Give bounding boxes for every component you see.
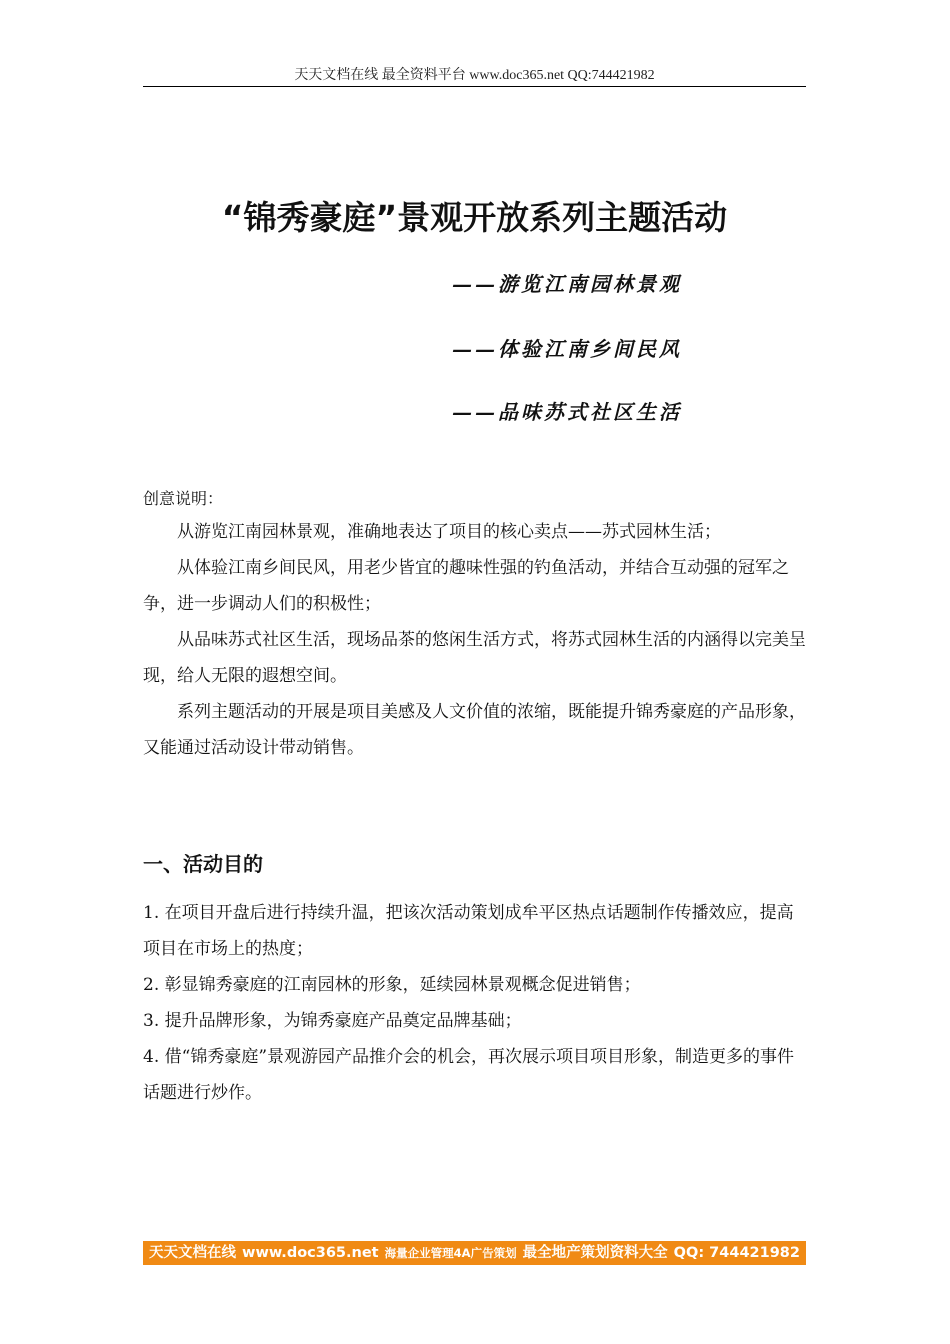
goal-item-1: 1. 在项目开盘后进行持续升温，把该次活动策划成牟平区热点话题制作传播效应，提高项目在市场上的热度； bbox=[143, 903, 794, 959]
footer-site-name: 天天文档在线 bbox=[149, 1245, 236, 1261]
creative-paragraph-4: 系列主题活动的开展是项目美感及人文价值的浓缩，既能提升锦秀豪庭的产品形象，又能通过活动设计带动销售。 bbox=[143, 702, 806, 758]
subtitle-2: ——体验江南乡间民风 bbox=[452, 337, 682, 361]
goal-item-2: 2. 彰显锦秀豪庭的江南园林的形象，延续园林景观概念促进销售； bbox=[143, 975, 641, 995]
footer-slogan-1: 海量企业管理4A广告策划 bbox=[384, 1246, 517, 1260]
goal-item-4: 4. 借“锦秀豪庭”景观游园产品推介会的机会，再次展示项目项目形象，制造更多的事件话题进行炒作。 bbox=[143, 1047, 795, 1103]
creative-paragraph-3: 从品味苏式社区生活，现场品茶的悠闲生活方式，将苏式园林生活的内涵得以完美呈现，给人无限的遐想空间。 bbox=[143, 630, 806, 686]
subtitle-1: ——游览江南园林景观 bbox=[452, 272, 682, 296]
creative-paragraph-1: 从游览江南园林景观，准确地表达了项目的核心卖点——苏式园林生活； bbox=[177, 522, 721, 542]
footer-slogan-2: 最全地产策划资料大全 bbox=[522, 1245, 668, 1261]
goal-item-3: 3. 提升品牌形象，为锦秀豪庭产品奠定品牌基础； bbox=[143, 1011, 522, 1031]
document-title: “锦秀豪庭”景观开放系列主题活动 bbox=[221, 198, 728, 237]
creative-paragraph-2: 从体验江南乡间民风，用老少皆宜的趣味性强的钓鱼活动，并结合互动强的冠军之争，进一步调动人们的积极性； bbox=[143, 558, 789, 614]
section-heading-goals: 一、活动目的 bbox=[143, 852, 263, 876]
footer-url[interactable]: www.doc365.net bbox=[242, 1245, 379, 1261]
footer-banner bbox=[143, 1241, 806, 1265]
page-header: 天天文档在线 最全资料平台 www.doc365.net QQ:744421982 bbox=[294, 68, 655, 83]
subtitle-3: ——品味苏式社区生活 bbox=[452, 400, 682, 424]
creative-label: 创意说明： bbox=[143, 489, 224, 508]
header-divider bbox=[143, 86, 806, 87]
footer-qq: QQ: 744421982 bbox=[673, 1245, 800, 1261]
